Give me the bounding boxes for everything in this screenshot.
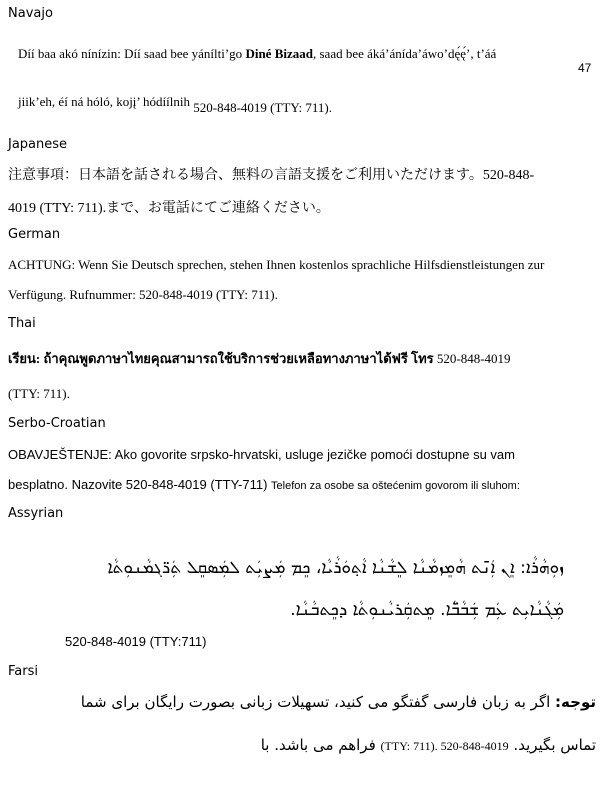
- heading-assyrian: Assyrian: [8, 506, 64, 521]
- navajo-text: Díí baa akó nínízin: Díí saad bee yánílti’go: [18, 46, 246, 61]
- heading-navajo: Navajo: [8, 6, 53, 21]
- navajo-language-name: Diné Bizaad: [245, 46, 313, 61]
- assyrian-line-1: ܙܘܼܗܵܪܵܐ: ܐܸܢ ܐܲܢ̄ܬ ܗܵܡܸܙܡܵܢܵܐ ܠܸܫܵܢܵܐ ܐܵܬ݂ܘܿܪܵܝܵܐ، ܟܸܡ ܡܲܨܝܲܬ ܠܡܲܣܩܸܠ ܬܲܪ̈ܓܡܵܢܘܼܬܵܐ: [107, 558, 564, 578]
- farsi-attention: توجه:: [555, 693, 596, 711]
- serbo-croatian-line-1: OBAVJEŠTENJE: Ako govorite srpsko-hrvatski, usluge jezičke pomoći dostupne su vam: [8, 447, 515, 462]
- thai-text: เรียน: ถ้าคุณพูดภาษาไทยคุณสามารถใช้บริการช่วยเหลือทางภาษาได้ฟรี โทร: [8, 351, 434, 366]
- heading-serbo-croatian: Serbo-Croatian: [8, 416, 106, 431]
- serbo-croatian-line-2: [8, 477, 520, 492]
- heading-japanese: Japanese: [8, 137, 68, 152]
- navajo-text-2: jiik’eh, éí ná hóló, kojį’ hódíílnih: [18, 94, 194, 109]
- farsi-text: اگر به زبان فارسی گفتگو می کنید، تسهیلات زبانی بصورت رایگان برای شما: [80, 693, 556, 711]
- serbo-croatian-tty-note: Telefon za osobe sa oštećenim govorom ili sluhom:: [271, 480, 520, 492]
- german-line-2: Verfügung. Rufnummer: 520-848-4019 (TTY: 711).: [8, 287, 278, 302]
- heading-farsi: Farsi: [8, 664, 38, 679]
- navajo-line-2: [18, 94, 333, 115]
- farsi-phone: (TTY: 711). 520-848-4019: [380, 739, 509, 753]
- thai-line-2: (TTY: 711).: [8, 386, 70, 401]
- farsi-text-3: فراهم می باشد. با: [260, 736, 381, 754]
- navajo-phone: 520-848-4019 (TTY: 711).: [193, 100, 333, 115]
- page-number: 47: [578, 61, 592, 75]
- japanese-line-2: 4019 (TTY: 711).まで、お電話にてご連絡ください。: [8, 201, 330, 216]
- farsi-line-1: [81, 693, 596, 711]
- serbo-croatian-text: besplatno. Nazovite 520-848-4019 (TTY-711): [8, 477, 272, 492]
- japanese-line-1: 注意事項：日本語を話される場合、無料の言語支援をご利用いただけます。520-848-: [8, 168, 535, 183]
- thai-phone: 520-848-4019: [433, 351, 511, 366]
- farsi-line-2: [261, 736, 596, 754]
- navajo-text-cont: , saad bee áká’ánída’áwo’dę́ę́’, t’áá: [312, 46, 497, 61]
- german-line-1: ACHTUNG: Wenn Sie Deutsch sprechen, stehen Ihnen kostenlos sprachliche Hilfsdienstleistungen zur: [8, 257, 545, 272]
- heading-thai: Thai: [8, 316, 36, 331]
- thai-line-1: [8, 348, 511, 369]
- farsi-text-2: تماس بگیرید.: [508, 736, 596, 754]
- navajo-line-1: [18, 46, 496, 62]
- assyrian-line-2: ܡܲܓܵܢܵܐܝܼܬ ܥܲܡ ܫܲܒܵܒ̈ܵܐ. ܡܸܬܩܲܪܝܵܢܘܼܬܵܐ ܕܟܸܬܒܵܢܵܐ.: [290, 600, 564, 620]
- heading-german: German: [8, 227, 61, 242]
- assyrian-phone: 520-848-4019 (TTY:711): [65, 634, 207, 649]
